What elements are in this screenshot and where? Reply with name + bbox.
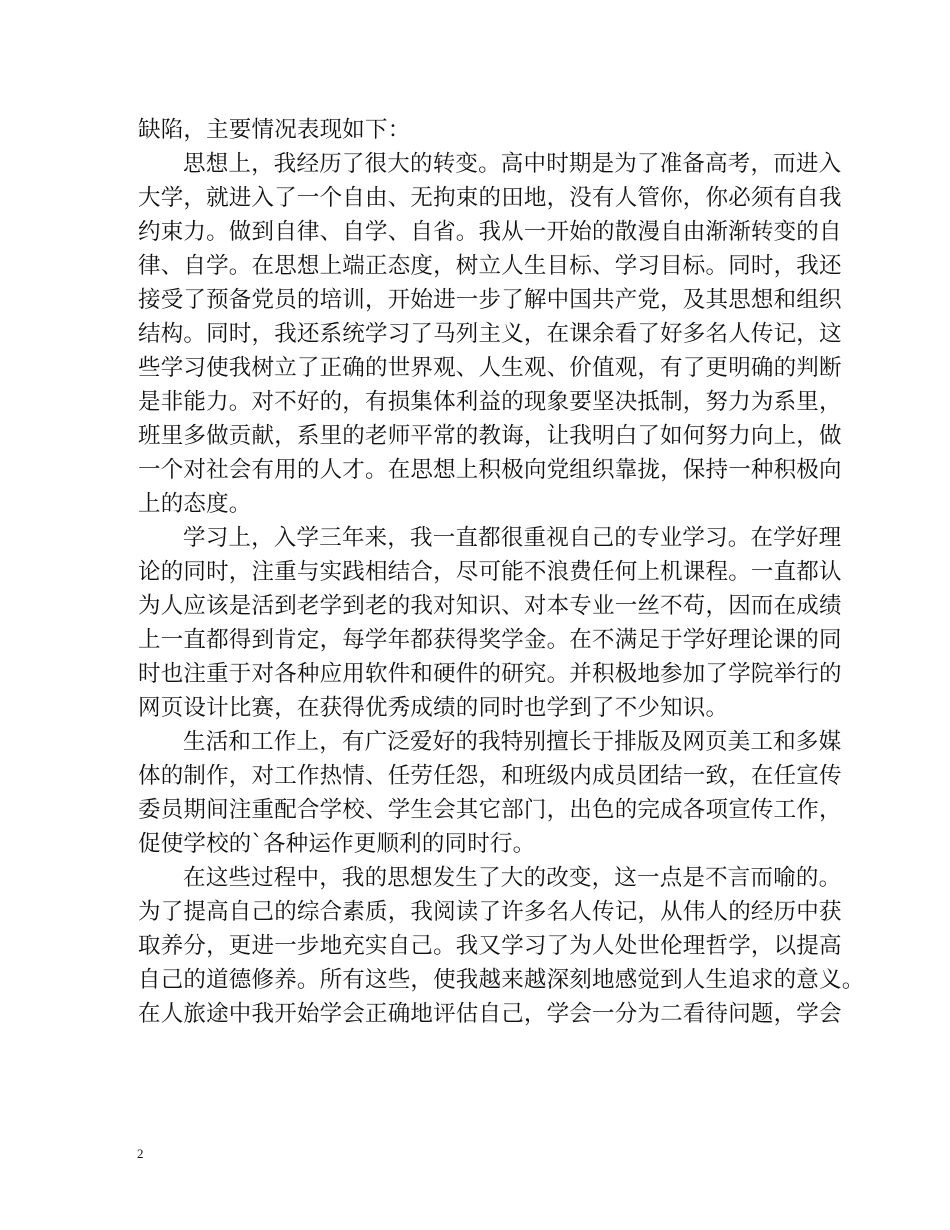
text-line: 为了提高自己的综合素质，我阅读了许多名人传记，从伟人的经历中获 (138, 899, 842, 925)
paragraph-first-line: 学习上，入学三年来，我一直都很重视自己的专业学习。在学好理 (183, 525, 842, 551)
text-line: 自己的道德修养。所有这些，使我越来越深刻地感觉到人生追求的意义。 (138, 967, 865, 993)
text-line: 为人应该是活到老学到老的我对知识、对本专业一丝不苟，因而在成绩 (138, 593, 842, 619)
text-line: 缺陷，主要情况表现如下： (138, 117, 411, 143)
text-line: 促使学校的`各种运作更顺利的同时行。 (138, 831, 536, 857)
text-line: 一个对社会有用的人才。在思想上积极向党组织靠拢，保持一种积极向 (138, 457, 842, 483)
text-line: 班里多做贡献，系里的老师平常的教诲，让我明白了如何努力向上，做 (138, 423, 842, 449)
text-line: 委员期间注重配合学校、学生会其它部门，出色的完成各项宣传工作， (138, 797, 842, 823)
text-line: 接受了预备党员的培训，开始进一步了解中国共产党，及其思想和组织 (138, 287, 842, 313)
text-line: 体的制作，对工作热情、任劳任怨，和班级内成员团结一致，在任宣传 (138, 763, 842, 789)
text-line: 律、自学。在思想上端正态度，树立人生目标、学习目标。同时，我还 (138, 253, 842, 279)
text-line: 大学，就进入了一个自由、无拘束的田地，没有人管你，你必须有自我 (138, 185, 842, 211)
text-line: 些学习使我树立了正确的世界观、人生观、价值观，有了更明确的判断 (138, 355, 842, 381)
text-line: 取养分，更进一步地充实自己。我又学习了为人处世伦理哲学，以提高 (138, 933, 842, 959)
text-line: 上一直都得到肯定，每学年都获得奖学金。在不满足于学好理论课的同 (138, 627, 842, 653)
page-number: 2 (137, 1146, 144, 1161)
paragraph-first-line: 思想上，我经历了很大的转变。高中时期是为了准备高考，而进入 (183, 151, 842, 177)
text-line: 是非能力。对不好的，有损集体利益的现象要坚决抵制，努力为系里， (138, 389, 842, 415)
text-line: 约束力。做到自律、自学、自省。我从一开始的散漫自由渐渐转变的自 (138, 219, 842, 245)
text-line: 论的同时，注重与实践相结合，尽可能不浪费任何上机课程。一直都认 (138, 559, 842, 585)
text-line: 上的态度。 (138, 491, 252, 517)
text-line: 网页设计比赛，在获得优秀成绩的同时也学到了不少知识。 (138, 695, 729, 721)
paragraph-first-line: 生活和工作上，有广泛爱好的我特别擅长于排版及网页美工和多媒 (183, 729, 842, 755)
text-line: 在人旅途中我开始学会正确地评估自己，学会一分为二看待问题，学会 (138, 1001, 842, 1027)
text-line: 结构。同时，我还系统学习了马列主义，在课余看了好多名人传记，这 (138, 321, 842, 347)
paragraph-first-line: 在这些过程中，我的思想发生了大的改变，这一点是不言而喻的。 (183, 865, 842, 891)
text-line: 时也注重于对各种应用软件和硬件的研究。并积极地参加了学院举行的 (138, 661, 842, 687)
